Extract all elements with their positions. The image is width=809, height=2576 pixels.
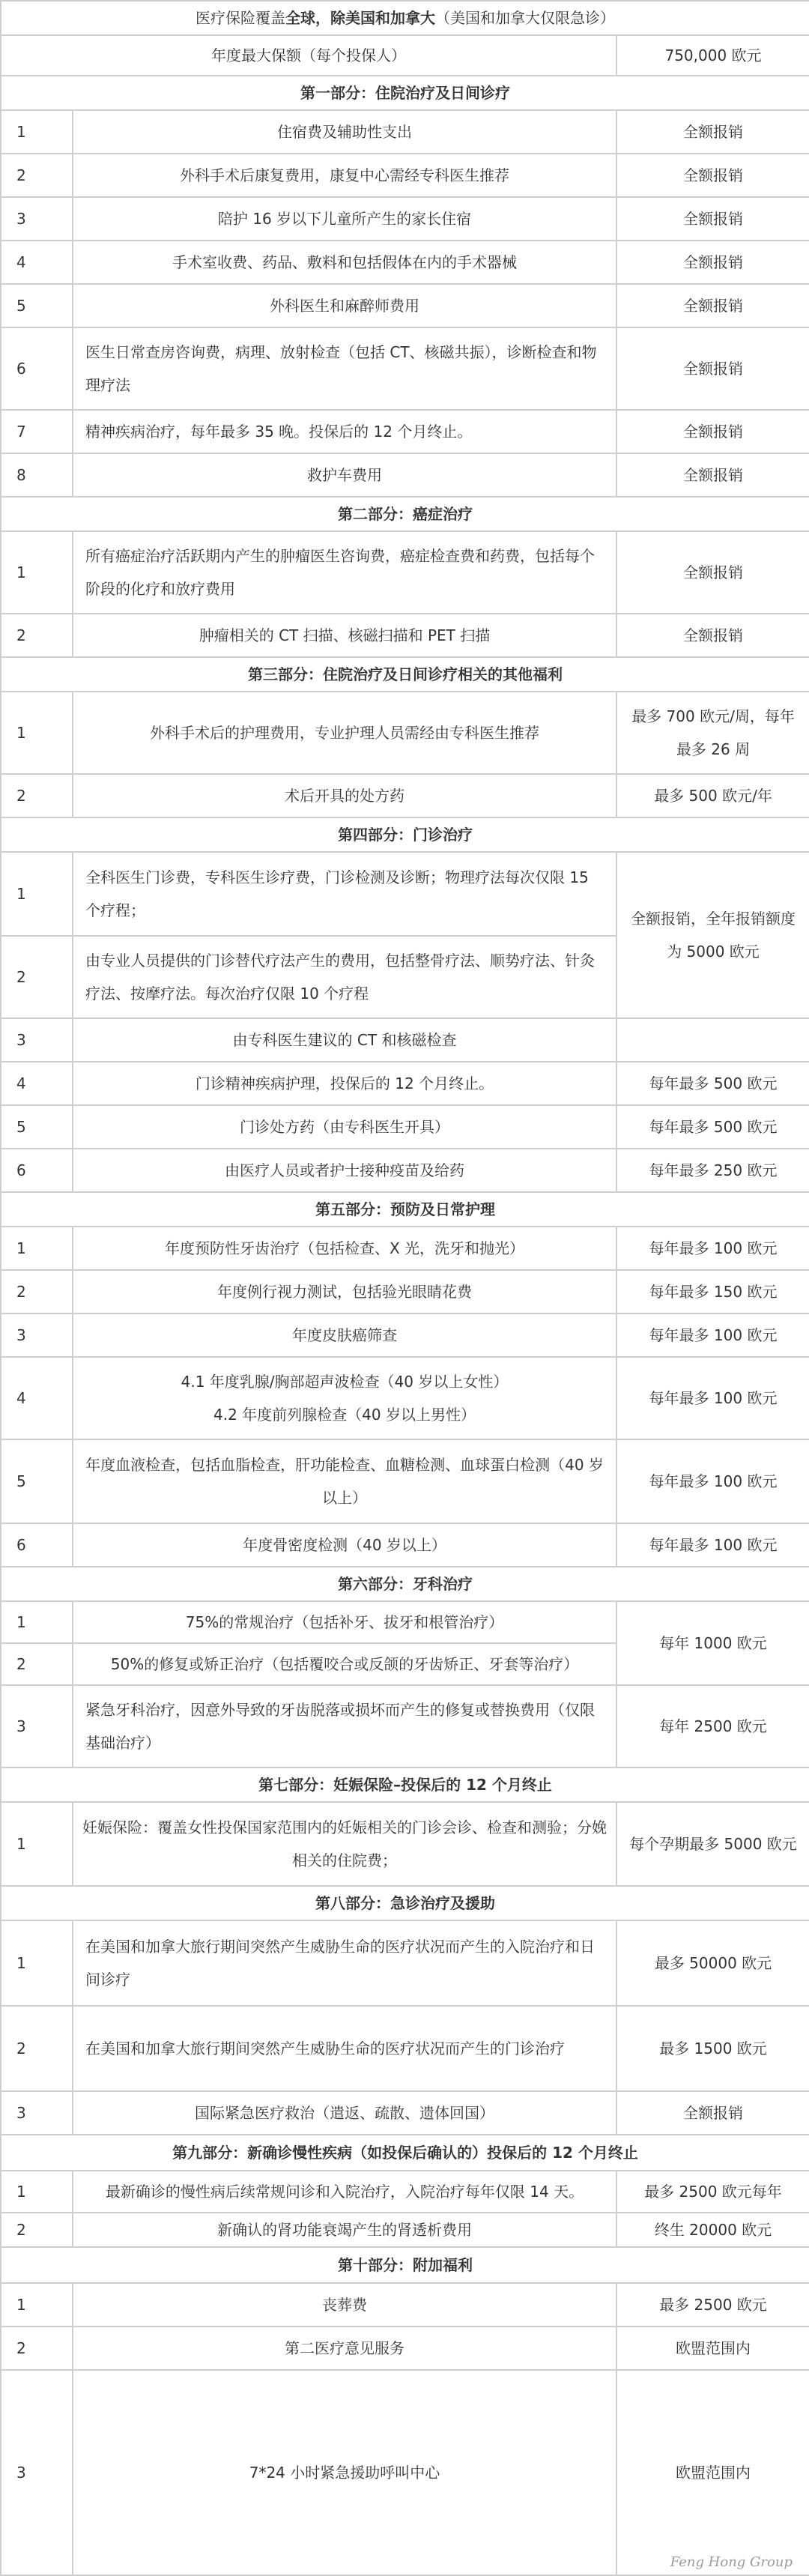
row-benefit: 全额报销 (616, 453, 809, 497)
row-number: 6 (1, 1523, 73, 1567)
row-benefit: 全额报销 (616, 614, 809, 657)
table-row (1, 154, 809, 197)
row-description: 医生日常查房咨询费，病理、放射检查（包括 CT、核磁共振），诊断检查和物理疗法 (73, 327, 616, 410)
row-description: 国际紧急医疗救治（遣返、疏散、遗体回国） (73, 2091, 616, 2135)
table-row (1, 1802, 809, 1886)
table-row (1, 110, 809, 154)
row-number: 5 (1, 1439, 73, 1523)
table-row (1, 1601, 809, 1643)
row-description: 外科手术后康复费用，康复中心需经专科医生推荐 (73, 154, 616, 197)
row-description: 7*24 小时紧急援助呼叫中心 (73, 2370, 616, 2575)
row-benefit: 每年最多 100 欧元 (616, 1523, 809, 1567)
section-title-row (1, 1567, 809, 1601)
table-row (1, 692, 809, 774)
row-number: 3 (1, 1685, 73, 1768)
table-row (1, 2171, 809, 2213)
row-number: 3 (1, 2091, 73, 2135)
row-number: 3 (1, 2370, 73, 2575)
row-number: 8 (1, 453, 73, 497)
coverage-suffix: （美国和加拿大仅限急诊） (435, 9, 615, 27)
table-row (1, 241, 809, 284)
row-benefit: 每年最多 250 欧元 (616, 1149, 809, 1192)
row-benefit: 全额报销 (616, 531, 809, 614)
row-number: 6 (1, 1149, 73, 1192)
row-description: 全科医生门诊费，专科医生诊疗费，门诊检测及诊断；物理疗法每次仅限 15 个疗程； (73, 852, 616, 936)
coverage-prefix: 医疗保险覆盖 (196, 9, 285, 27)
row-description: 外科医生和麻醉师费用 (73, 284, 616, 327)
row-description: 第二医疗意见服务 (73, 2326, 616, 2370)
row-description: 在美国和加拿大旅行期间突然产生威胁生命的医疗状况而产生的门诊治疗 (73, 2006, 616, 2091)
section-title-row (1, 1192, 809, 1227)
row-number: 1 (1, 2171, 73, 2213)
table-row (1, 410, 809, 453)
merged-benefit: 每年 1000 欧元 (616, 1601, 809, 1685)
row-description: 手术室收费、药品、敷料和包括假体在内的手术器械 (73, 241, 616, 284)
row-benefit: 全额报销 (616, 154, 809, 197)
row-description: 精神疾病治疗，每年最多 35 晚。投保后的 12 个月终止。 (73, 410, 616, 453)
table-row (1, 774, 809, 817)
row-description: 所有癌症治疗活跃期内产生的肿瘤医生咨询费，癌症检查费和药费，包括每个阶段的化疗和放疗费用 (73, 531, 616, 614)
table-row (1, 453, 809, 497)
row-benefit: 每年最多 100 欧元 (616, 1357, 809, 1439)
row-benefit: 全额报销 (616, 241, 809, 284)
row-description: 在美国和加拿大旅行期间突然产生威胁生命的医疗状况而产生的入院治疗和日间诊疗 (73, 1920, 616, 2006)
table-row (1, 1685, 809, 1768)
row-description: 肿瘤相关的 CT 扫描、核磁扫描和 PET 扫描 (73, 614, 616, 657)
row-number: 1 (1, 110, 73, 154)
row-number: 1 (1, 1920, 73, 2006)
section-title: 第三部分：住院治疗及日间诊疗相关的其他福利 (1, 657, 809, 692)
row-description: 紧急牙科治疗，因意外导致的牙齿脱落或损坏而产生的修复或替换费用（仅限基础治疗） (73, 1685, 616, 1768)
row-number: 2 (1, 2006, 73, 2091)
coverage-row (1, 1, 809, 35)
section-title: 第一部分：住院治疗及日间诊疗 (1, 76, 809, 110)
table-row (1, 2213, 809, 2247)
row-benefit (616, 1018, 809, 1062)
table-row (1, 1439, 809, 1523)
row-benefit: 全额报销 (616, 284, 809, 327)
section-title-row (1, 2247, 809, 2283)
row-benefit: 每年 2500 欧元 (616, 1685, 809, 1768)
row-number: 3 (1, 1018, 73, 1062)
row-description: 住宿费及辅助性支出 (73, 110, 616, 154)
row-benefit: 全额报销 (616, 2091, 809, 2135)
section-title-row (1, 1768, 809, 1802)
table-row (1, 2283, 809, 2326)
row-benefit: 每年最多 100 欧元 (616, 1313, 809, 1357)
table-row (1, 1270, 809, 1313)
section-title: 第二部分：癌症治疗 (1, 497, 809, 531)
section-title-row (1, 497, 809, 531)
row-number: 2 (1, 2326, 73, 2370)
row-benefit: 最多 700 欧元/周，每年最多 26 周 (616, 692, 809, 774)
row-benefit: 全额报销 (616, 197, 809, 241)
annual-max-row (1, 35, 809, 76)
table-row (1, 2091, 809, 2135)
table-row (1, 531, 809, 614)
row-number: 4 (1, 241, 73, 284)
table-row (1, 1105, 809, 1149)
annual-max-value: 750,000 欧元 (616, 35, 809, 76)
row-number: 1 (1, 2283, 73, 2326)
section-title: 第九部分：新确诊慢性疾病（如投保后确认的）投保后的 12 个月终止 (1, 2135, 809, 2171)
row-benefit: 欧盟范围内 (616, 2326, 809, 2370)
row-number: 1 (1, 852, 73, 936)
row-description: 年度例行视力测试，包括验光眼睛花费 (73, 1270, 616, 1313)
section-title-row (1, 1886, 809, 1920)
table-row (1, 327, 809, 410)
row-number: 2 (1, 1643, 73, 1685)
section-title-row (1, 657, 809, 692)
row-description: 最新确诊的慢性病后续常规问诊和入院治疗，入院治疗每年仅限 14 天。 (73, 2171, 616, 2213)
row-description: 外科手术后的护理费用，专业护理人员需经由专科医生推荐 (73, 692, 616, 774)
section-title: 第十部分：附加福利 (1, 2247, 809, 2283)
row-number: 2 (1, 936, 73, 1018)
row-benefit: 全额报销 (616, 110, 809, 154)
row-benefit: 最多 2500 欧元 (616, 2283, 809, 2326)
table-row (1, 1227, 809, 1270)
section-title-row (1, 2135, 809, 2171)
table-row (1, 1920, 809, 2006)
section-title: 第四部分：门诊治疗 (1, 817, 809, 852)
row-description: 术后开具的处方药 (73, 774, 616, 817)
coverage-bold: 全球，除美国和加拿大 (285, 9, 435, 27)
row-number: 2 (1, 614, 73, 657)
table-row (1, 1357, 809, 1439)
watermark-signature: Feng Hong Group (670, 2554, 793, 2570)
table-row (1, 2326, 809, 2370)
row-number: 6 (1, 327, 73, 410)
row-number: 1 (1, 1601, 73, 1643)
row-number: 1 (1, 531, 73, 614)
table-row (1, 2370, 809, 2575)
section-title: 第六部分：牙科治疗 (1, 1567, 809, 1601)
row-description: 门诊处方药（由专科医生开具） (73, 1105, 616, 1149)
row-description: 妊娠保险：覆盖女性投保国家范围内的妊娠相关的门诊会诊、检查和测验；分娩相关的住院费； (73, 1802, 616, 1886)
table-row (1, 1149, 809, 1192)
row-benefit: 全额报销 (616, 327, 809, 410)
row-description-line: 4.1 年度乳腺/胸部超声波检查（40 岁以上女性） (181, 1373, 509, 1391)
row-benefit: 最多 1500 欧元 (616, 2006, 809, 2091)
row-benefit: 每年最多 150 欧元 (616, 1270, 809, 1313)
row-benefit: 每年最多 100 欧元 (616, 1439, 809, 1523)
table-row (1, 1313, 809, 1357)
row-description: 新确认的肾功能衰竭产生的肾透析费用 (73, 2213, 616, 2247)
row-description: 由专业人员提供的门诊替代疗法产生的费用，包括整骨疗法、顺势疗法、针灸疗法、按摩疗法。每次治疗仅限 10 个疗程 (73, 936, 616, 1018)
row-benefit: 最多 2500 欧元每年 (616, 2171, 809, 2213)
row-number: 1 (1, 1227, 73, 1270)
row-number: 2 (1, 2213, 73, 2247)
row-benefit: 终生 20000 欧元 (616, 2213, 809, 2247)
row-number: 1 (1, 1802, 73, 1886)
table-row (1, 2006, 809, 2091)
section-title: 第五部分：预防及日常护理 (1, 1192, 809, 1227)
row-benefit: 每年最多 500 欧元 (616, 1062, 809, 1105)
row-description: 年度骨密度检测（40 岁以上） (73, 1523, 616, 1567)
row-description: 年度预防性牙齿治疗（包括检查、X 光，洗牙和抛光） (73, 1227, 616, 1270)
section-title-row (1, 76, 809, 110)
row-benefit: 欧盟范围内 (616, 2370, 809, 2575)
row-description: 救护车费用 (73, 453, 616, 497)
merged-benefit: 全额报销，全年报销额度为 5000 欧元 (616, 852, 809, 1018)
row-description: 50%的修复或矫正治疗（包括覆咬合或反颌的牙齿矫正、牙套等治疗） (73, 1643, 616, 1685)
row-number: 5 (1, 284, 73, 327)
table-row (1, 1523, 809, 1567)
row-description: 年度血液检查，包括血脂检查，肝功能检查、血糖检测、血球蛋白检测（40 岁以上） (73, 1439, 616, 1523)
row-benefit: 每个孕期最多 5000 欧元 (616, 1802, 809, 1886)
row-number: 3 (1, 1313, 73, 1357)
section-title: 第八部分：急诊治疗及援助 (1, 1886, 809, 1920)
row-benefit: 每年最多 500 欧元 (616, 1105, 809, 1149)
row-number: 1 (1, 692, 73, 774)
row-benefit: 最多 50000 欧元 (616, 1920, 809, 2006)
table-row (1, 852, 809, 936)
row-benefit: 每年最多 100 欧元 (616, 1227, 809, 1270)
section-title: 第七部分：妊娠保险–投保后的 12 个月终止 (1, 1768, 809, 1802)
row-description: 年度皮肤癌筛查 (73, 1313, 616, 1357)
row-number: 4 (1, 1357, 73, 1439)
row-benefit: 最多 500 欧元/年 (616, 774, 809, 817)
row-number: 4 (1, 1062, 73, 1105)
table-row (1, 614, 809, 657)
row-description (73, 1357, 616, 1439)
row-description: 门诊精神疾病护理，投保后的 12 个月终止。 (73, 1062, 616, 1105)
section-title-row (1, 817, 809, 852)
row-description: 75%的常规治疗（包括补牙、拔牙和根管治疗） (73, 1601, 616, 1643)
row-description-line: 4.2 年度前列腺检查（40 岁以上男性） (213, 1406, 476, 1424)
row-description: 由医疗人员或者护士接种疫苗及给药 (73, 1149, 616, 1192)
row-description: 丧葬费 (73, 2283, 616, 2326)
annual-max-label: 年度最大保额（每个投保人） (1, 35, 616, 76)
row-benefit: 全额报销 (616, 410, 809, 453)
row-number: 2 (1, 1270, 73, 1313)
row-number: 5 (1, 1105, 73, 1149)
row-description: 由专科医生建议的 CT 和核磁检查 (73, 1018, 616, 1062)
row-number: 3 (1, 197, 73, 241)
coverage-cell (1, 1, 809, 35)
table-row (1, 1018, 809, 1062)
table-row (1, 1062, 809, 1105)
row-description: 陪护 16 岁以下儿童所产生的家长住宿 (73, 197, 616, 241)
row-number: 2 (1, 154, 73, 197)
table-row (1, 197, 809, 241)
row-number: 2 (1, 774, 73, 817)
row-number: 7 (1, 410, 73, 453)
table-row (1, 284, 809, 327)
